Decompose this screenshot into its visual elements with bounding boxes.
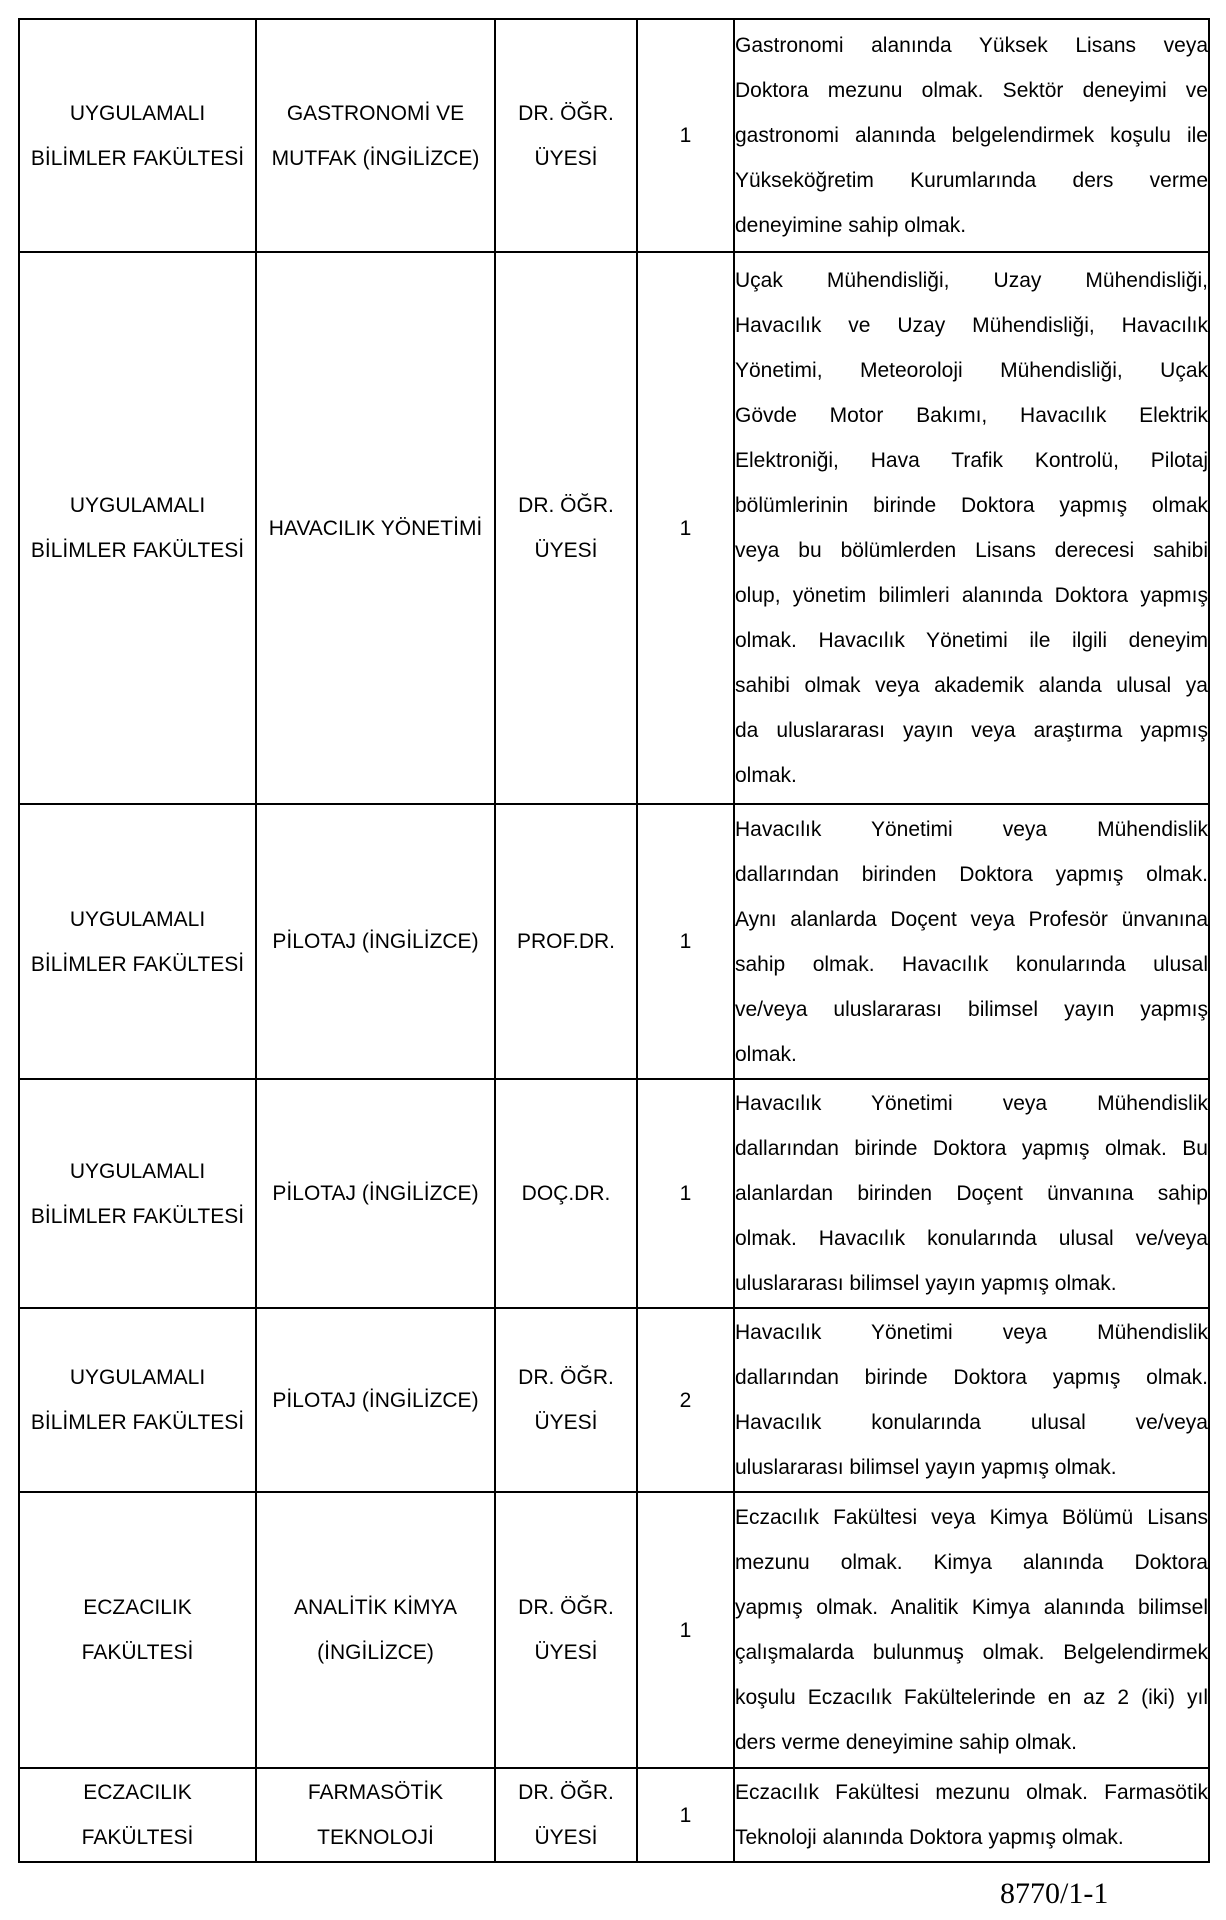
- faculty-cell: [19, 1079, 256, 1308]
- department-line: GASTRONOMİ VE: [286, 101, 465, 125]
- requirement-line: alanlardan birinden Doçent ünvanına sahip: [735, 1182, 1208, 1205]
- department-cell: [256, 804, 495, 1079]
- academic-title-line: DR. ÖĞR.: [518, 1781, 614, 1804]
- requirement-line: Havacılık ve Uzay Mühendisliği, Havacılık: [735, 314, 1208, 337]
- requirement-line: dallarından birinde Doktora yapmış olmak. Bu: [735, 1137, 1208, 1160]
- department-cell: [256, 19, 495, 252]
- requirement-line: mezunu olmak. Kimya alanında Doktora: [735, 1551, 1208, 1574]
- faculty-line: ECZACILIK: [83, 1781, 192, 1804]
- faculty-line: UYGULAMALI: [69, 1159, 206, 1183]
- table-row: [19, 1308, 1209, 1492]
- academic-title-line: ÜYESİ: [534, 1411, 598, 1434]
- position-count-cell: [637, 1308, 734, 1492]
- requirement-line: Havacılık Yönetimi veya Mühendislik: [735, 1092, 1208, 1115]
- requirement-line: dallarından birinde Doktora yapmış olmak.: [735, 1366, 1208, 1389]
- table-row: [19, 1768, 1209, 1862]
- faculty-line: BİLİMLER FAKÜLTESİ: [30, 1411, 245, 1434]
- department-line: FARMASÖTİK: [307, 1781, 444, 1804]
- academic-title-line: DR. ÖĞR.: [518, 494, 614, 517]
- department-line: PİLOTAJ (İNGİLİZCE): [272, 1182, 479, 1205]
- requirement-line: Gövde Motor Bakımı, Havacılık Elektrik: [735, 404, 1208, 427]
- position-count: 1: [679, 516, 692, 540]
- requirement-line: Doktora mezunu olmak. Sektör deneyimi ve: [735, 79, 1208, 102]
- requirement-line: yapmış olmak. Analitik Kimya alanında bilimsel: [735, 1596, 1208, 1619]
- department-line: PİLOTAJ (İNGİLİZCE): [272, 930, 479, 953]
- faculty-line: UYGULAMALI: [69, 1366, 206, 1389]
- academic-title-line: DOÇ.DR.: [521, 1182, 611, 1205]
- faculty-line: UYGULAMALI: [69, 494, 206, 517]
- requirement-line: sahibi olmak veya akademik alanda ulusal ya: [735, 674, 1208, 697]
- academic-title-line: ÜYESİ: [534, 539, 598, 562]
- requirement-line: dallarından birinden Doktora yapmış olmak.: [735, 862, 1208, 886]
- faculty-line: FAKÜLTESİ: [81, 1641, 194, 1664]
- academic-title-line: PROF.DR.: [516, 930, 615, 953]
- requirement-line: olmak.: [735, 764, 797, 787]
- requirement-line: olup, yönetim bilimleri alanında Doktora yapmış: [735, 584, 1208, 607]
- position-count-cell: [637, 804, 734, 1079]
- academic-title-line: ÜYESİ: [534, 146, 598, 170]
- position-count-cell: [637, 1768, 734, 1862]
- requirement-line: Teknoloji alanında Doktora yapmış olmak.: [735, 1826, 1124, 1849]
- requirement-line: ders verme deneyimine sahip olmak.: [735, 1731, 1077, 1754]
- department-line: PİLOTAJ (İNGİLİZCE): [272, 1388, 479, 1412]
- department-line: ANALİTİK KİMYA: [294, 1596, 457, 1619]
- faculty-line: FAKÜLTESİ: [81, 1826, 194, 1849]
- position-count-cell: [637, 1492, 734, 1768]
- academic-title-line: ÜYESİ: [534, 1641, 598, 1664]
- department-cell: [256, 1768, 495, 1862]
- academic-title-cell: [495, 1768, 637, 1862]
- requirement-line: Aynı alanlarda Doçent veya Profesör ünvanına: [735, 907, 1208, 931]
- position-count-cell: [637, 19, 734, 252]
- department-line: (İNGİLİZCE): [317, 1641, 434, 1664]
- requirement-line: çalışmalarda bulunmuş olmak. Belgelendirmek: [735, 1641, 1208, 1664]
- requirement-line: bölümlerinin birinde Doktora yapmış olmak: [735, 494, 1208, 517]
- requirement-line: uluslararası bilimsel yayın yapmış olmak.: [735, 1272, 1117, 1295]
- position-count-cell: [637, 1079, 734, 1308]
- academic-title-cell: [495, 804, 637, 1079]
- requirements-cell: [734, 1492, 1209, 1768]
- requirements-cell: [734, 804, 1209, 1079]
- faculty-cell: [19, 19, 256, 252]
- department-cell: [256, 252, 495, 804]
- position-count: 1: [679, 930, 692, 953]
- academic-title-cell: [495, 252, 637, 804]
- academic-title-cell: [495, 1308, 637, 1492]
- requirement-line: Yükseköğretim Kurumlarında ders verme: [735, 169, 1208, 192]
- table-row: [19, 252, 1209, 804]
- position-count: 1: [679, 1182, 692, 1205]
- department-cell: [256, 1308, 495, 1492]
- faculty-cell: [19, 1492, 256, 1768]
- requirement-line: koşulu Eczacılık Fakültelerinde en az 2 (iki) yıl: [735, 1686, 1208, 1709]
- faculty-line: UYGULAMALI: [69, 907, 206, 931]
- requirement-line: Eczacılık Fakültesi veya Kimya Bölümü Lisans: [735, 1506, 1208, 1529]
- requirement-line: olmak. Havacılık Yönetimi ile ilgili deneyim: [735, 629, 1208, 652]
- table-row: [19, 1492, 1209, 1768]
- faculty-cell: [19, 804, 256, 1079]
- department-line: MUTFAK (İNGİLİZCE): [271, 146, 480, 170]
- requirement-line: Eczacılık Fakültesi mezunu olmak. Farmasötik: [735, 1781, 1208, 1804]
- faculty-line: BİLİMLER FAKÜLTESİ: [30, 1204, 245, 1228]
- department-line: TEKNOLOJİ: [317, 1826, 434, 1849]
- academic-title-line: DR. ÖĞR.: [518, 1596, 614, 1619]
- requirement-line: veya bu bölümlerden Lisans derecesi sahibi: [735, 539, 1208, 562]
- academic-title-line: DR. ÖĞR.: [518, 1366, 614, 1389]
- requirements-cell: [734, 1079, 1209, 1308]
- requirement-line: Uçak Mühendisliği, Uzay Mühendisliği,: [735, 269, 1208, 292]
- requirement-line: deneyimine sahip olmak.: [735, 214, 967, 237]
- academic-title-line: DR. ÖĞR.: [518, 101, 614, 125]
- requirement-line: Elektroniği, Hava Trafik Kontrolü, Pilotaj: [735, 449, 1208, 472]
- academic-title-line: ÜYESİ: [534, 1826, 598, 1849]
- faculty-cell: [19, 1768, 256, 1862]
- requirement-line: olmak.: [735, 1042, 797, 1066]
- requirement-line: sahip olmak. Havacılık konularında ulusal: [735, 952, 1208, 976]
- requirements-cell: [734, 1768, 1209, 1862]
- requirement-line: Havacılık Yönetimi veya Mühendislik: [735, 1321, 1208, 1344]
- requirements-cell: [734, 19, 1209, 252]
- requirement-line: Gastronomi alanında Yüksek Lisans veya: [735, 34, 1208, 57]
- page-reference-code: 8770/1-1: [1000, 1877, 1109, 1910]
- requirement-line: da uluslararası yayın veya araştırma yapmış: [735, 719, 1208, 742]
- academic-title-cell: [495, 1079, 637, 1308]
- position-count: 1: [679, 124, 692, 147]
- faculty-line: BİLİMLER FAKÜLTESİ: [30, 952, 245, 976]
- requirement-line: Havacılık konularında ulusal ve/veya: [735, 1411, 1208, 1434]
- requirements-cell: [734, 1308, 1209, 1492]
- requirements-cell: [734, 252, 1209, 804]
- department-cell: [256, 1492, 495, 1768]
- department-line: HAVACILIK YÖNETİMİ: [268, 516, 483, 540]
- faculty-line: UYGULAMALI: [69, 101, 206, 125]
- faculty-line: BİLİMLER FAKÜLTESİ: [30, 539, 245, 562]
- requirement-line: olmak. Havacılık konularında ulusal ve/veya: [735, 1227, 1208, 1250]
- position-count-cell: [637, 252, 734, 804]
- faculty-line: BİLİMLER FAKÜLTESİ: [30, 146, 245, 170]
- academic-title-cell: [495, 19, 637, 252]
- position-count: 1: [679, 1803, 692, 1827]
- faculty-cell: [19, 252, 256, 804]
- table-row: [19, 1079, 1209, 1308]
- faculty-positions-table: [18, 18, 1210, 1863]
- requirement-line: uluslararası bilimsel yayın yapmış olmak.: [735, 1456, 1117, 1479]
- requirement-line: gastronomi alanında belgelendirmek koşulu ile: [735, 124, 1208, 147]
- faculty-cell: [19, 1308, 256, 1492]
- academic-title-cell: [495, 1492, 637, 1768]
- requirement-line: Yönetimi, Meteoroloji Mühendisliği, Uçak: [735, 359, 1208, 382]
- faculty-line: ECZACILIK: [83, 1596, 192, 1619]
- position-count: 2: [679, 1388, 692, 1412]
- requirement-line: Havacılık Yönetimi veya Mühendislik: [735, 817, 1208, 841]
- table-row: [19, 804, 1209, 1079]
- department-cell: [256, 1079, 495, 1308]
- requirement-line: ve/veya uluslararası bilimsel yayın yapmış: [735, 997, 1208, 1021]
- position-count: 1: [679, 1618, 692, 1642]
- table-row: [19, 19, 1209, 252]
